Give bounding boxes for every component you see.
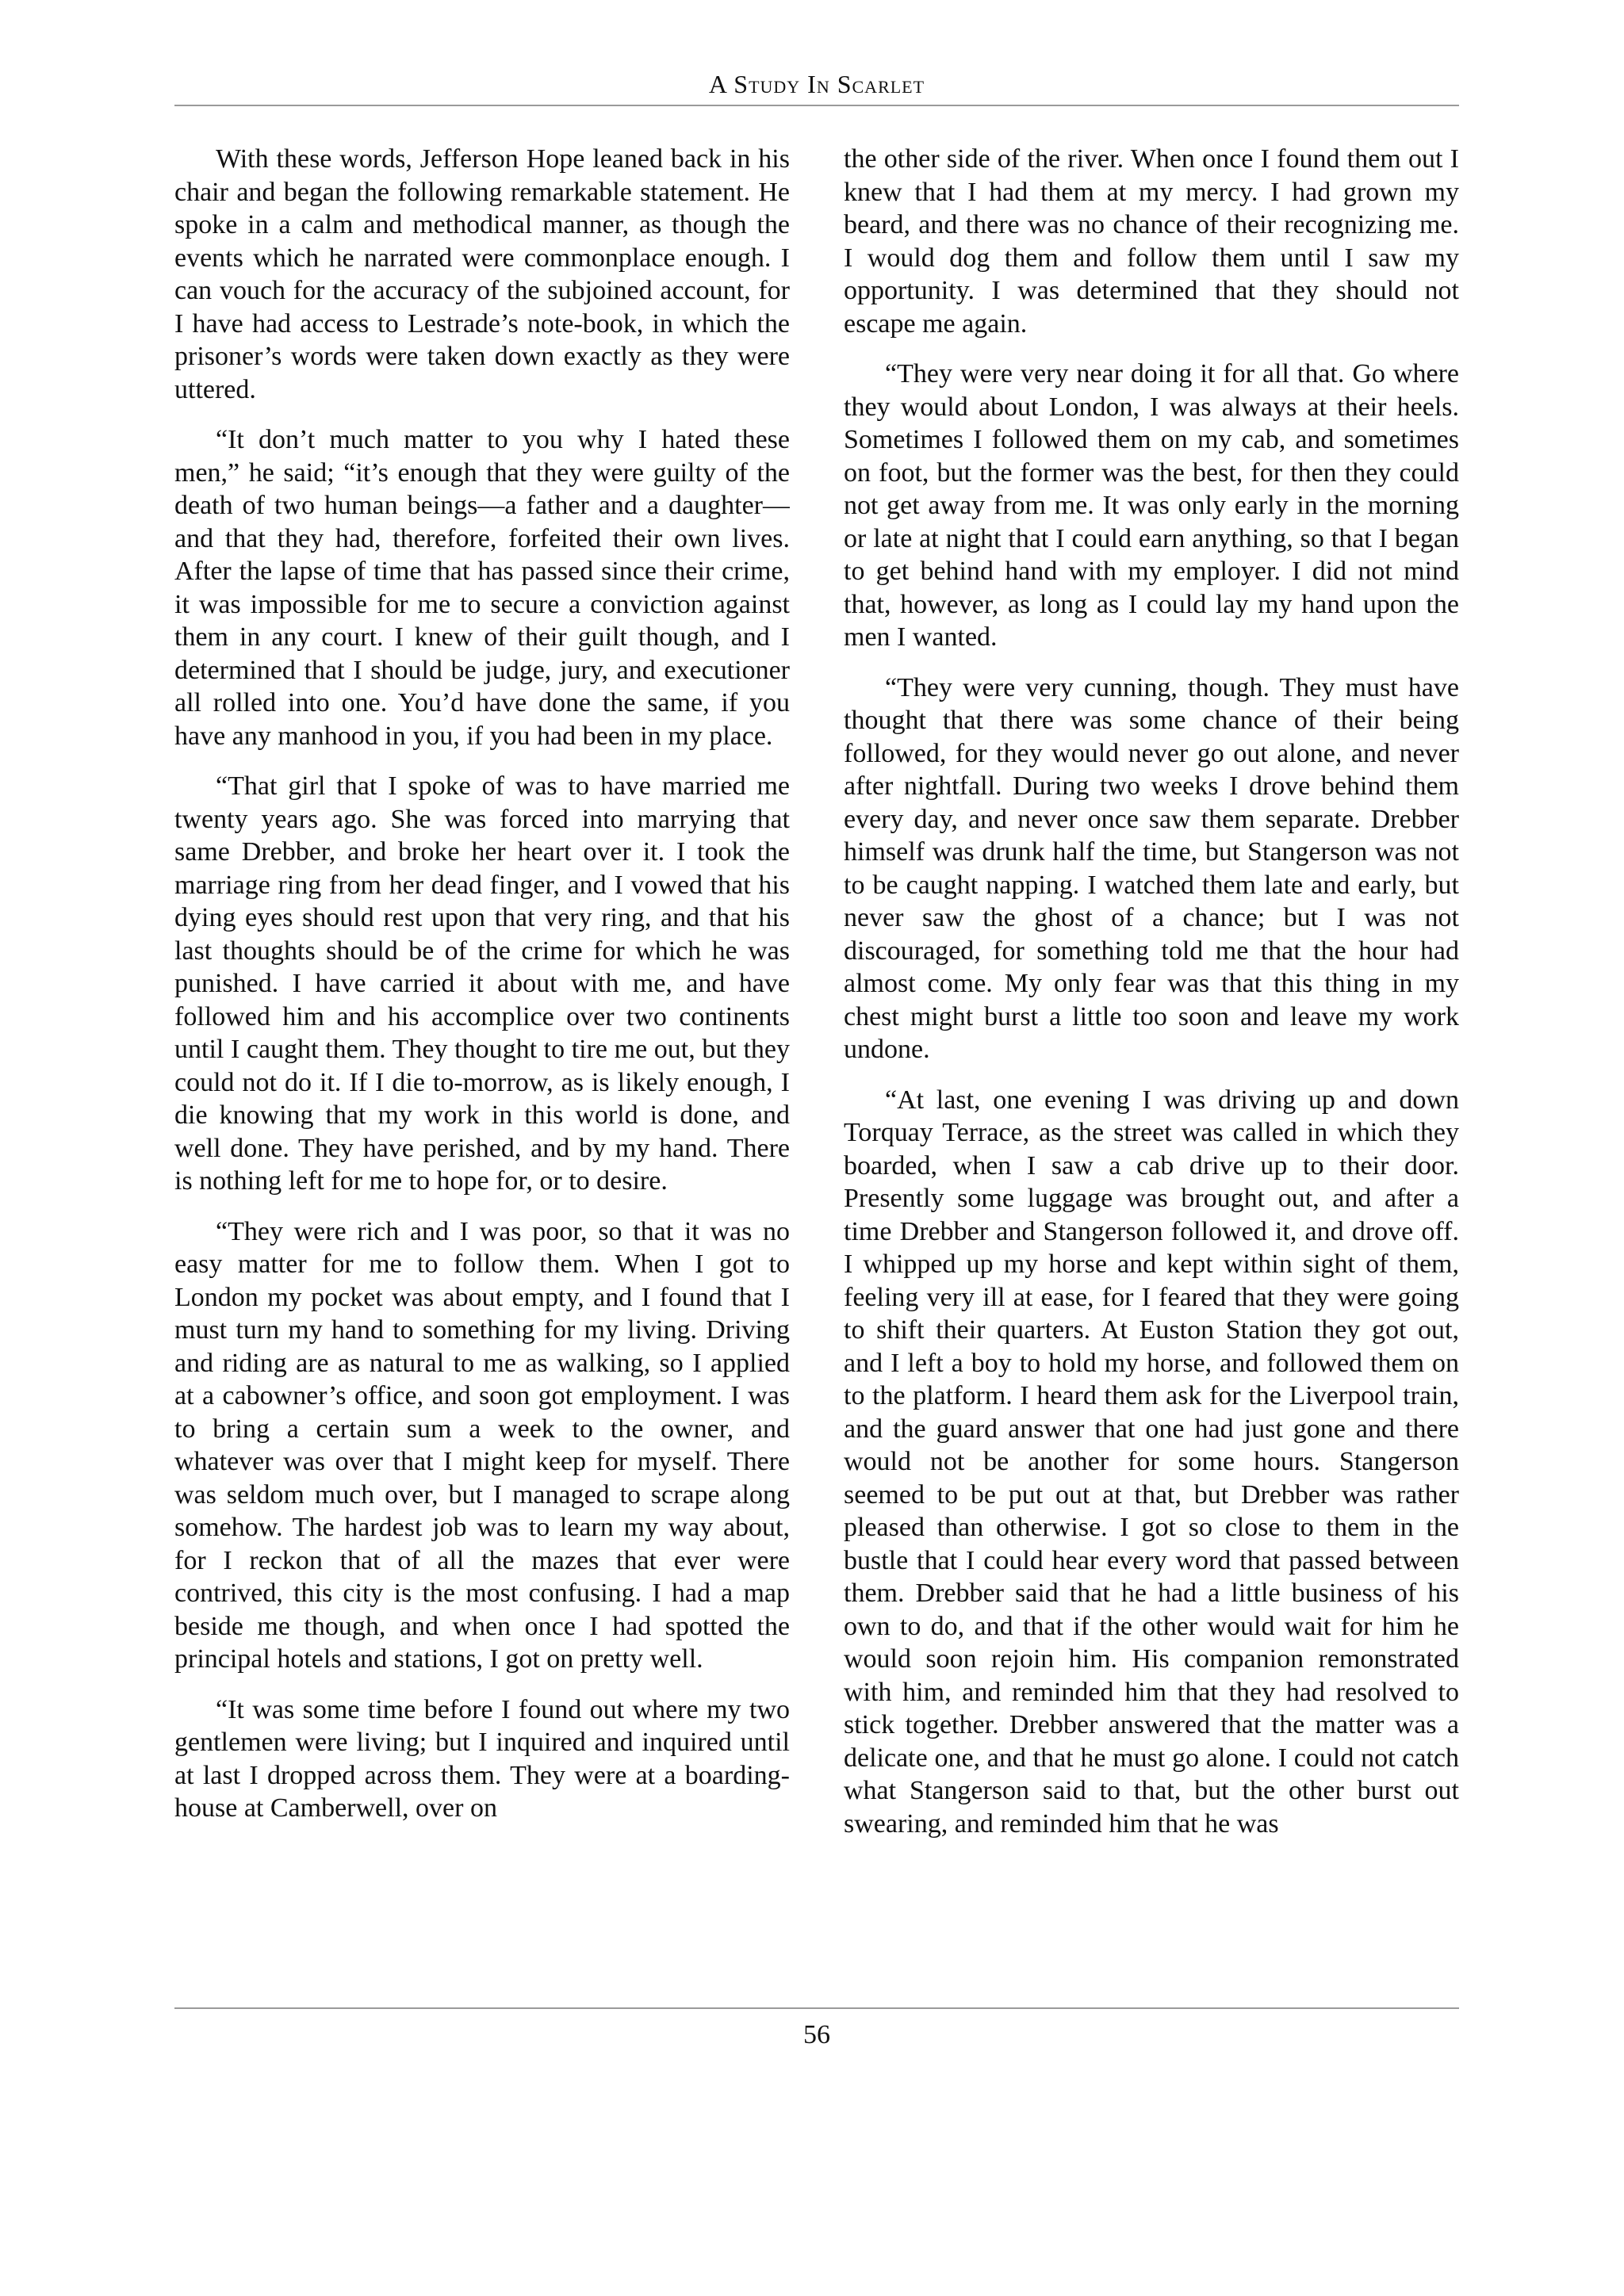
running-title: A Study In Scarlet [708, 70, 925, 98]
text-columns [174, 143, 1459, 1990]
page-number: 56 [803, 2020, 830, 2049]
footer-rule [174, 2007, 1459, 2009]
header-rule [174, 105, 1459, 106]
left-column [174, 143, 790, 1990]
paragraph: “They were very cunning, though. They must have thought that there was some chance of their being followed, for they would never go out alone, and never after nightfall. During two weeks I drove behind them every day, and never once saw them separate. Drebber himself was drunk half the time, but Stangerson was not to be caught napping. I watched them late and early, but never saw the ghost of a chance; but I was not discouraged, for something told me that the hour had almost come. My only fear was that this thing in my chest might burst a little too soon and leave my work undone. [844, 672, 1459, 1064]
paragraph: “It was some time before I found out where my two gentlemen were living; but I inquired and inquired until at last I dropped across them. They were at a boarding-house at Camberwell, over on [174, 1694, 790, 1823]
paragraph: “At last, one evening I was driving up and down Torquay Terrace, as the street was called in which they boarded, when I saw a cab drive up to their door. Presently some luggage was brought out, and after a time Drebber and Stangerson followed it, and drove off. I whipped up my horse and kept within sight of them, feeling very ill at ease, for I feared that they were going to shift their quarters. At Euston Station they got out, and I left a boy to hold my horse, and followed them on to the platform. I heard them ask for the Liverpool train, and the guard answer that one had just gone and there would not be another for some hours. Stangerson seemed to be put out at that, but Drebber was rather pleased than otherwise. I got so close to them in the bustle that I could hear every word that passed between them. Drebber said that he had a little business of his own to do, and that if the other would wait for him he would soon rejoin him. His companion remonstrated with him, and reminded him that they had resolved to stick together. Drebber answered that the matter was a delicate one, and that he must go alone. I could not catch what Stangerson said to that, but the other burst out swearing, and reminded him that he was [844, 1085, 1459, 1839]
paragraph: With these words, Jefferson Hope leaned back in his chair and began the following remarkable statement. He spoke in a calm and methodical manner, as though the events which he narrated were commonplace enough. I can vouch for the accuracy of the subjoined account, for I have had access to Lestrade’s note-book, in which the prisoner’s words were taken down exactly as they were uttered. [174, 144, 790, 404]
paragraph-continued: the other side of the river. When once I found them out I knew that I had them at my mercy. I had grown my beard, and there was no chance of their recognizing me. I would dog them and follow them until I saw my opportunity. I was determined that they should not escape me again. [844, 144, 1459, 339]
paragraph: “They were very near doing it for all that. Go where they would about London, I was always at their heels. Sometimes I followed them on my cab, and sometimes on foot, but the former was the best, for then they could not get away from me. It was only early in the morning or late at night that I could earn anything, so that I began to get behind hand with my employer. I did not mind that, however, as long as I could lay my hand upon the men I wanted. [844, 359, 1459, 652]
paragraph: “They were rich and I was poor, so that it was no easy matter for me to follow them. When I got to London my pocket was about empty, and I found that I must turn my hand to something for my living. Driving and riding are as natural to me as walking, so I applied at a cabowner’s office, and soon got employment. I was to bring a certain sum a week to the owner, and whatever was over that I might keep for myself. There was seldom much over, but I managed to scrape along somehow. The hardest job was to learn my way about, for I reckon that of all the mazes that ever were contrived, this city is the most confusing. I had a map beside me though, and when once I had spotted the principal hotels and stations, I got on pretty well. [174, 1216, 790, 1674]
paragraph: “It don’t much matter to you why I hated these men,” he said; “it’s enough that they were guilty of the death of two human beings—a father and a daughter—and that they had, therefore, forfeited their own lives. After the lapse of time that has passed since their crime, it was impossible for me to secure a conviction against them in any court. I knew of their guilt though, and I determined that I should be judge, jury, and executioner all rolled into one. You’d have done the same, if you have any manhood in you, if you had been in my place. [174, 425, 790, 751]
right-column [844, 143, 1459, 1990]
paragraph: “That girl that I spoke of was to have married me twenty years ago. She was forced into marrying that same Drebber, and broke her heart over it. I took the marriage ring from her dead finger, and I vowed that his dying eyes should rest upon that very ring, and that his last thoughts should be of the crime for which he was punished. I have carried it about with me, and have followed him and his accomplice over two continents until I caught them. They thought to tire me out, but they could not do it. If I die to-morrow, as is likely enough, I die knowing that my work in this world is done, and well done. They have perished, and by my hand. There is nothing left for me to hope for, or to desire. [174, 771, 790, 1196]
